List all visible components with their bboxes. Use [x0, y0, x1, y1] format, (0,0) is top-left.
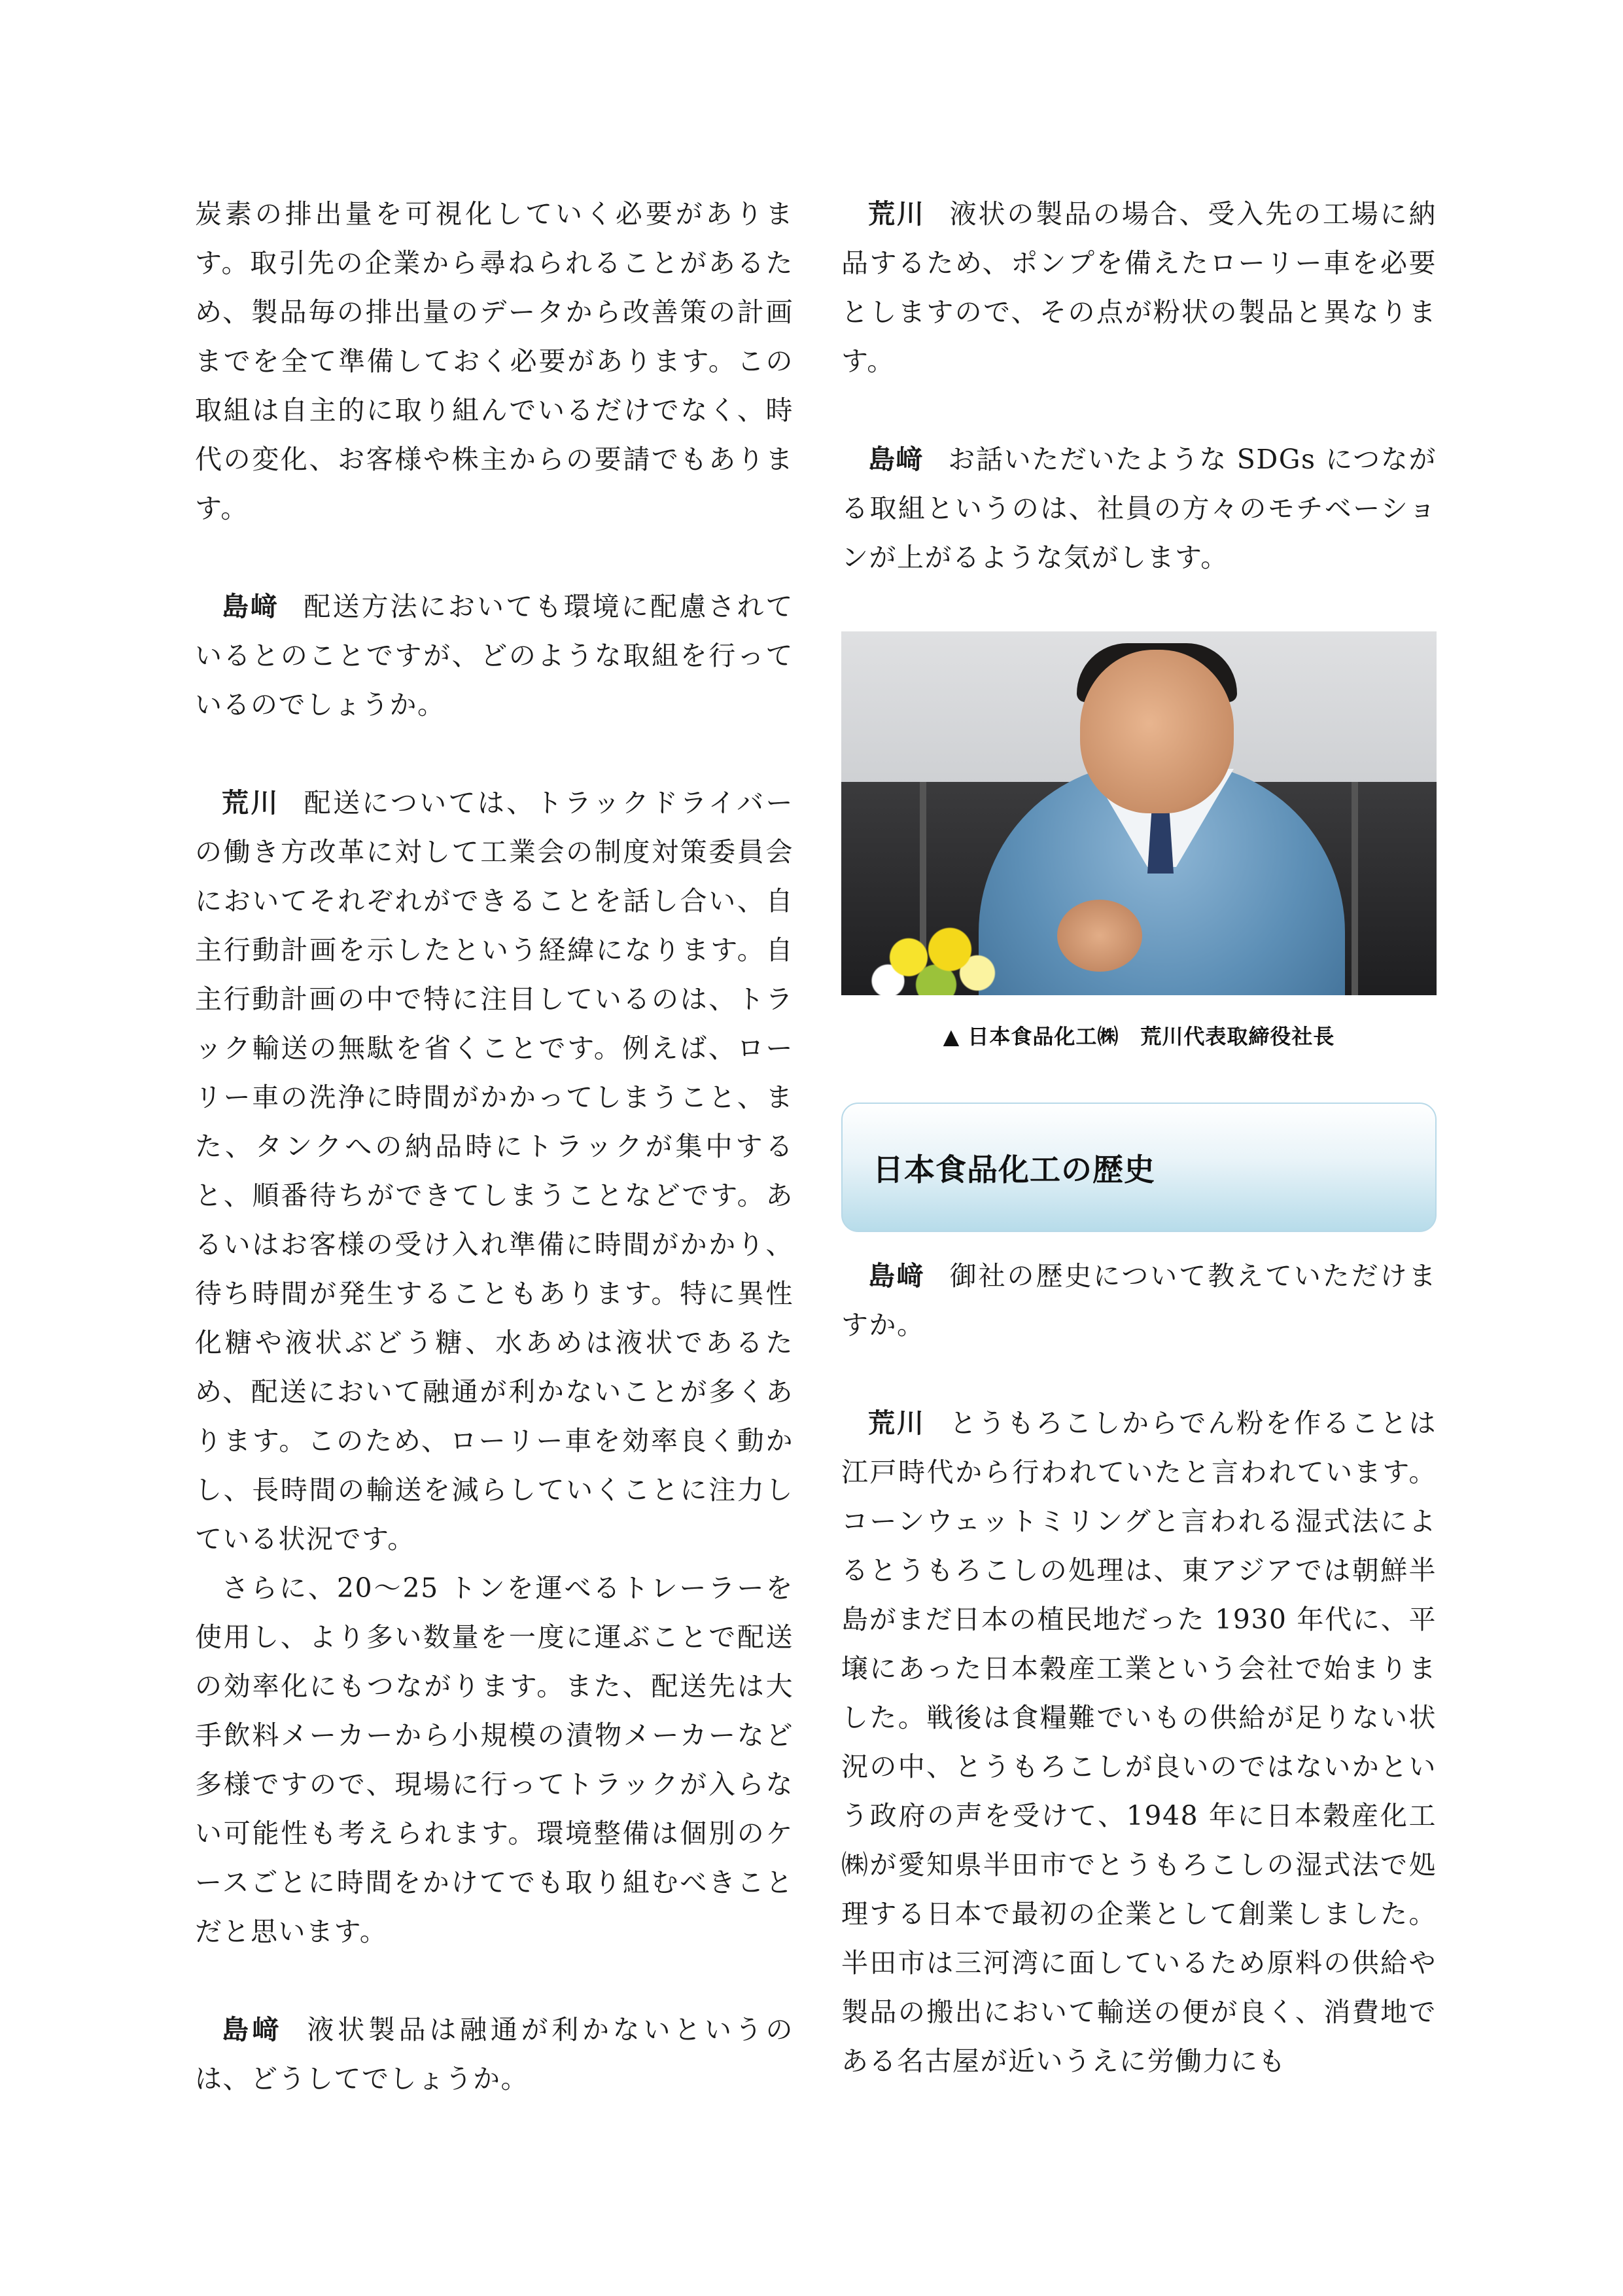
question-sdgs [841, 435, 1437, 582]
answer-delivery [195, 779, 794, 1564]
speaker-name: 島﨑 [868, 1260, 926, 1292]
question-delivery [195, 582, 794, 730]
speaker-name: 荒川 [868, 1407, 926, 1439]
speaker-name: 荒川 [222, 787, 280, 819]
answer-text: 配送については、トラックドライバーの働き方改革に対して工業会の制度対策委員会においてそれぞれができることを話し合い、自主行動計画を示したという経緯になります。自主行動計画の中で特に注目しているのは、トラック輸送の無駄を省くことです。例えば、ローリー車の洗浄に時間がかかってしまうこと、また、タンクへの納品時にトラックが集中すると、順番待ちができてしまうことなどです。あるいはお客様の受け入れ準備に時間がかかり、待ち時間が発生することもあります。特に異性化糖や液状ぶどう糖、水あめは液状であるため、配送において融通が利かないことが多くあります。このため、ローリー車を効率良く動かし、長時間の輸送を減らしていくことに注力している状況です。 [195, 787, 794, 1555]
answer-text: とうもろこしからでん粉を作ることは江戸時代から行われていたと言われています。コーンウェットミリングと言われる湿式法によるとうもろこしの処理は、東アジアでは朝鮮半島がまだ日本の植民地だった 1930 年代に、平壌にあった日本穀産工業という会社で始まりました。戦後は食糧難でいもの供給が足りない状況の中、とうもろこしが良いのではないかという政府の声を受けて、1948 年に日本穀産化工㈱が愛知県半田市でとうもろこしの湿式法で処理する日本で最初の企業として創業しました。半田市は三河湾に面しているため原料の供給や製品の搬出において輸送の便が良く、消費地である名古屋が近いうえに労働力にも [841, 1407, 1437, 2077]
answer-text: 液状の製品の場合、受入先の工場に納品するため、ポンプを備えたローリー車を必要としますので、その点が粉状の製品と異なります。 [841, 198, 1437, 377]
question-liquid [195, 2005, 794, 2104]
section-heading-box [841, 1103, 1437, 1232]
answer-delivery-continued: さらに、20〜25 トンを運べるトレーラーを使用し、より多い数量を一度に運ぶことで配送の効率化にもつながります。また、配送先は大手飲料メーカーから小規模の漬物メーカーなど多様ですので、現場に行ってトラックが入らない可能性も考えられます。環境整備は個別のケースごとに時間をかけてでも取り組むべきことだと思います。 [195, 1572, 794, 1947]
section-title: 日本食品化工の歴史 [873, 1152, 1155, 1188]
photo-caption: ▲ 日本食品化工㈱ 荒川代表取締役社長 [943, 1024, 1335, 1049]
speaker-name: 島﨑 [868, 444, 924, 475]
answer-history [841, 1399, 1437, 2086]
speaker-name: 島﨑 [222, 2014, 283, 2045]
answer-liquid [841, 190, 1437, 386]
question-text: 御社の歴史について教えていただけますか。 [841, 1260, 1437, 1341]
paragraph-carbon: 炭素の排出量を可視化していく必要があります。取引先の企業から尋ねられることがあるため、製品毎の排出量のデータから改善策の計画までを全て準備しておく必要があります。この取組は自主的に取り組んでいるだけでなく、時代の変化、お客様や株主からの要請でもあります。 [195, 198, 794, 524]
question-text: 配送方法においても環境に配慮されているとのことですが、どのような取組を行っているのでしょうか。 [195, 591, 794, 720]
speaker-name: 島﨑 [222, 591, 280, 622]
speaker-name: 荒川 [868, 198, 926, 230]
right-column [841, 190, 1437, 2086]
president-photo [841, 631, 1437, 995]
question-text: 液状製品は融通が利かないというのは、どうしてでしょうか。 [195, 2014, 794, 2094]
question-text: お話いただいたような SDGs につながる取組というのは、社員の方々のモチベーションが上がるような気がします。 [841, 444, 1437, 573]
question-history [841, 1252, 1437, 1350]
left-column [195, 190, 794, 2104]
